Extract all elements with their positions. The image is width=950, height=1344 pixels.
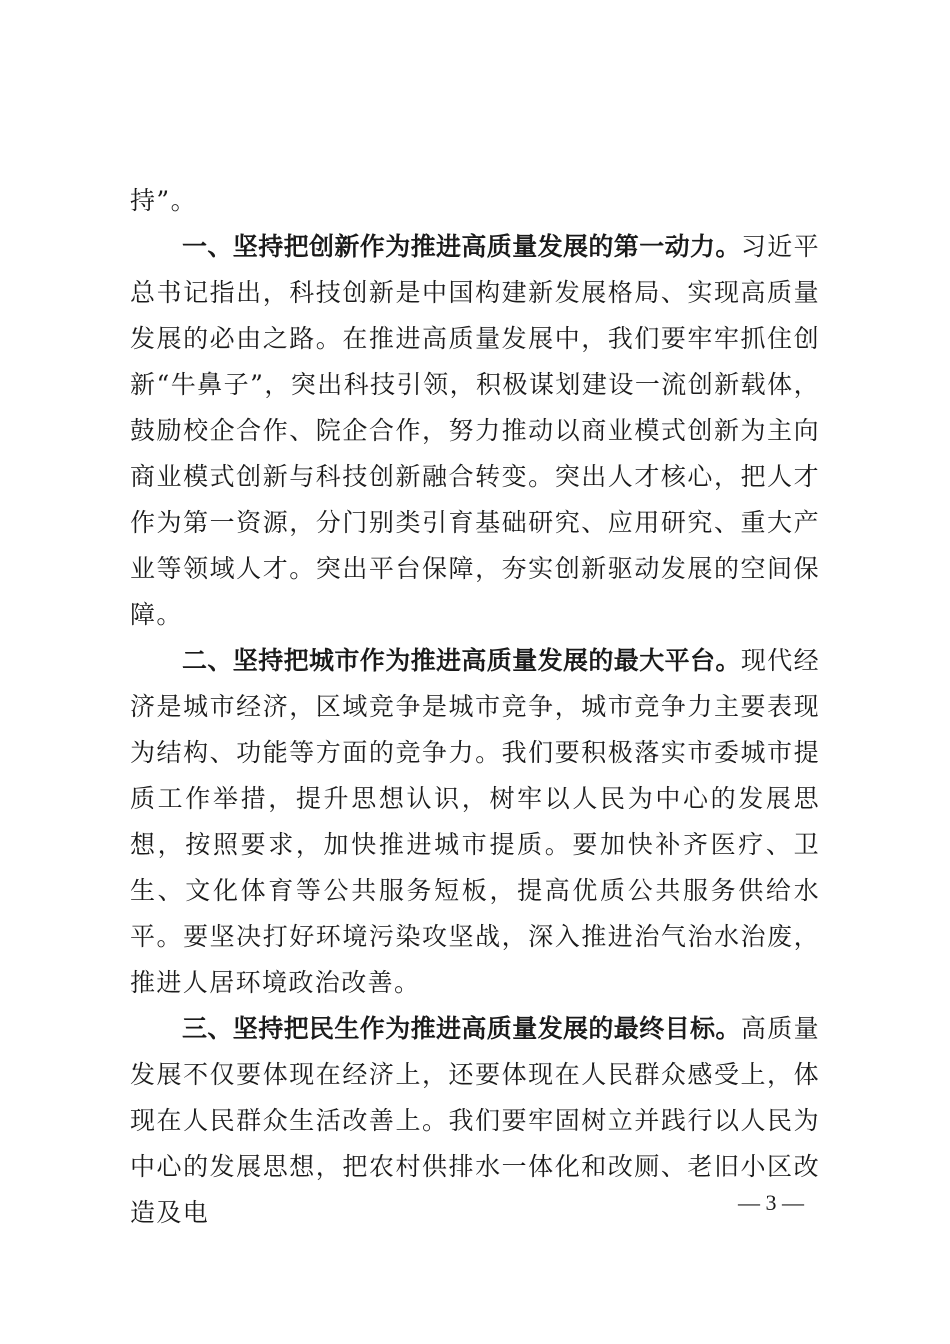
section-body-3: 高质量发展不仅要体现在经济上，还要体现在人民群众感受上，体现在人民群众生活改善上。我们要牢固树立并践行以人民为中心的发展思想，把农村供排水一体化和改厕、老旧小区改造及电 <box>130 1014 821 1227</box>
section-paragraph-1 <box>130 224 820 638</box>
section-body-2: 现代经济是城市经济，区域竞争是城市竞争，城市竞争力主要表现为结构、功能等方面的竞争力。我们要积极落实市委城市提质工作举措，提升思想认识，树牢以人民为中心的发展思想，按照要求，加快推进城市提质。要加快补齐医疗、卫生、文化体育等公共服务短板，提高优质公共服务供给水平。要坚决打好环境污染攻坚战，深入推进治气治水治废，推进人居环境政治改善。 <box>130 646 821 997</box>
section-paragraph-2 <box>130 638 820 1006</box>
section-paragraph-3 <box>130 1006 820 1236</box>
section-heading-1: 一、坚持把创新作为推进高质量发展的第一动力。 <box>182 232 741 261</box>
paragraph-fragment <box>130 178 820 224</box>
section-body-1: 习近平总书记指出，科技创新是中国构建新发展格局、实现高质量发展的必由之路。在推进高质量发展中，我们要牢牢抓住创新“牛鼻子”，突出科技引领，积极谋划建设一流创新载体，鼓励校企合作、院企合作，努力推动以商业模式创新为主向商业模式创新与科技创新融合转变。突出人才核心，把人才作为第一资源，分门别类引育基础研究、应用研究、重大产业等领域人才。突出平台保障，夯实创新驱动发展的空间保障。 <box>130 232 821 629</box>
page-number: — 3 — <box>738 1190 804 1215</box>
document-body <box>130 178 820 1236</box>
section-heading-3: 三、坚持把民生作为推进高质量发展的最终目标。 <box>182 1014 741 1043</box>
fragment-text: 持”。 <box>130 186 197 215</box>
section-heading-2: 二、坚持把城市作为推进高质量发展的最大平台。 <box>182 646 741 675</box>
